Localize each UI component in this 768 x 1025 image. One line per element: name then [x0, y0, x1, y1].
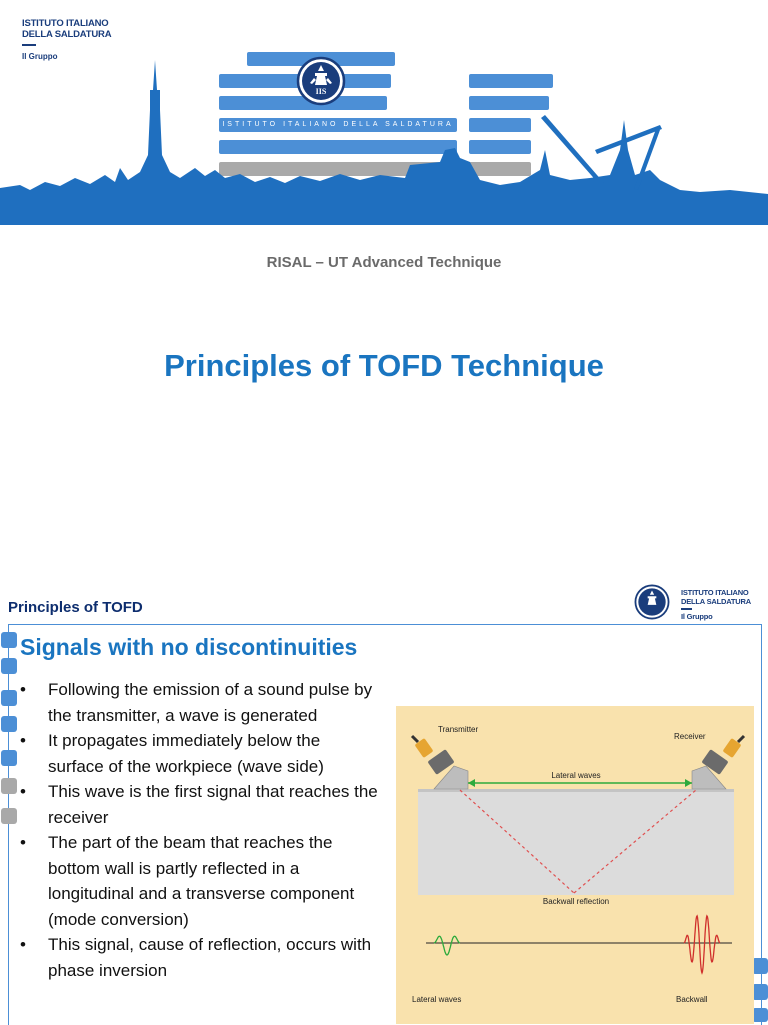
tofd-diagram	[396, 706, 754, 1024]
iis-logo-icon	[634, 584, 670, 620]
side-tab	[1, 658, 17, 674]
presentation-subtitle: RISAL – UT Advanced Technique	[266, 254, 502, 271]
side-tab	[752, 1008, 768, 1022]
side-tab	[1, 808, 17, 824]
logo-text: IIS	[315, 87, 327, 96]
side-tab	[1, 690, 17, 706]
signal-backwall-label: Backwall	[676, 995, 708, 1004]
backwall-reflection-label: Backwall reflection	[542, 897, 610, 906]
brand-name	[22, 18, 111, 40]
brand-line-1: ISTITUTO ITALIANO	[681, 588, 749, 597]
slide-title: Signals with no discontinuities	[20, 634, 358, 660]
lateral-waves-label: Lateral waves	[551, 771, 601, 780]
brand-name	[681, 588, 751, 606]
list-item: • It propagates immediately below the surface of the workpiece (wave side)	[18, 728, 378, 779]
brand-divider	[681, 608, 692, 610]
side-tab	[1, 632, 17, 648]
section-label: Principles of TOFD	[8, 599, 143, 616]
transmitter-label: Transmitter	[438, 725, 479, 734]
workpiece-surface	[418, 789, 734, 792]
brand-gruppo: Il Gruppo	[681, 612, 713, 621]
workpiece-plate	[418, 789, 734, 895]
side-tab	[1, 716, 17, 732]
presentation-title: Principles of TOFD Technique	[164, 348, 604, 383]
signal-lateral-label: Lateral waves	[412, 995, 462, 1004]
city-skyline-illustration	[0, 50, 768, 225]
brand-line-2: DELLA SALDATURA	[681, 597, 751, 606]
side-tab	[752, 958, 768, 974]
list-item: • Following the emission of a sound pulse by the transmitter, a wave is generated	[18, 677, 378, 728]
content-slide	[0, 580, 768, 1024]
bullet-list	[18, 677, 378, 983]
list-item: • This wave is the first signal that reaches the receiver	[18, 779, 378, 830]
brand-line-1: ISTITUTO ITALIANO	[22, 18, 109, 29]
brand-gruppo: Il Gruppo	[22, 52, 58, 61]
side-tab	[1, 778, 17, 794]
side-tab	[752, 984, 768, 1000]
list-item: • The part of the beam that reaches the bottom wall is partly reflected in a longitudinal and a transverse component (mode conversion)	[18, 830, 378, 932]
banner-bar-label: ISTITUTO ITALIANO DELLA SALDATURA	[219, 118, 457, 132]
receiver-label: Receiver	[674, 732, 706, 741]
brand-line-2: DELLA SALDATURA	[22, 29, 112, 40]
brand-divider	[22, 44, 36, 46]
list-item: • This signal, cause of reflection, occurs with phase inversion	[18, 932, 378, 983]
side-tab	[1, 750, 17, 766]
